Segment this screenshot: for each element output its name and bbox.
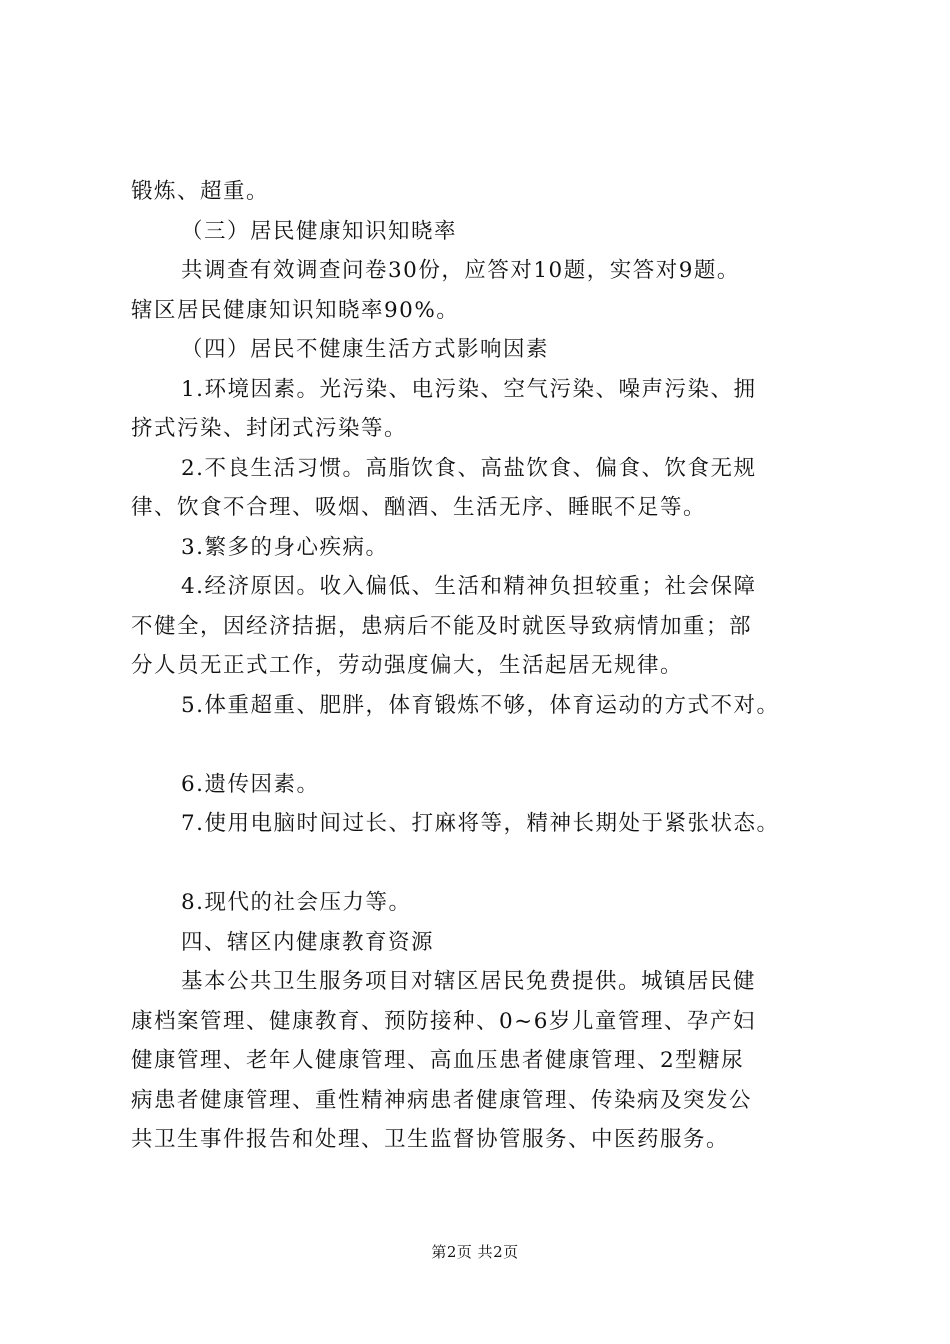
list-item: 3.繁多的身心疾病。 xyxy=(181,534,389,560)
page-number-footer: 第2页 共2页 xyxy=(431,1243,519,1261)
paragraph-line: 共卫生事件报告和处理、卫生监督协管服务、中医药服务。 xyxy=(131,1127,730,1152)
paragraph-line: 基本公共卫生服务项目对辖区居民免费提供。城镇居民健 xyxy=(181,969,757,994)
paragraph-line: 病患者健康管理、重性精神病患者健康管理、传染病及突发公 xyxy=(131,1087,753,1113)
blank-line xyxy=(131,844,843,884)
list-item: 8.现代的社会压力等。 xyxy=(181,890,412,915)
list-item-continuation: 分人员无正式工作，劳动强度偏大，生活起居无规律。 xyxy=(131,653,684,678)
list-item: 4.经济原因。收入偏低、生活和精神负担较重；社会保障 xyxy=(181,574,757,599)
list-item-continuation: 律、饮食不合理、吸烟、酗酒、生活无序、睡眠不足等。 xyxy=(131,495,707,520)
paragraph-line: 健康管理、老年人健康管理、高血压患者健康管理、2型糖尿 xyxy=(131,1048,745,1073)
paragraph-line: 辖区居民健康知识知晓率90%。 xyxy=(131,297,460,323)
document-body xyxy=(131,172,843,1160)
list-item-continuation: 挤式污染、封闭式污染等。 xyxy=(131,416,408,441)
list-item: 6.遗传因素。 xyxy=(181,771,320,797)
paragraph-line: 共调查有效调查问卷30份，应答对10题，实答对9题。 xyxy=(181,258,740,283)
paragraph-line: 锻炼、超重。 xyxy=(131,179,270,204)
list-item: 7.使用电脑时间过长、打麻将等，精神长期处于紧张状态。 xyxy=(181,811,780,836)
list-item-continuation: 不健全，因经济拮据，患病后不能及时就医导致病情加重；部 xyxy=(131,613,753,639)
section-heading: （三）居民健康知识知晓率 xyxy=(181,218,458,244)
section-heading: 四、辖区内健康教育资源 xyxy=(181,929,435,955)
blank-line xyxy=(131,725,843,765)
list-item: 5.体重超重、肥胖，体育锻炼不够，体育运动的方式不对。 xyxy=(181,692,780,718)
paragraph-line: 康档案管理、健康教育、预防接种、0~6岁儿童管理、孕产妇 xyxy=(131,1008,756,1034)
list-item: 1.环境因素。光污染、电污染、空气污染、噪声污染、拥 xyxy=(181,376,757,402)
section-heading: （四）居民不健康生活方式影响因素 xyxy=(181,337,550,362)
list-item: 2.不良生活习惯。高脂饮食、高盐饮食、偏食、饮食无规 xyxy=(181,455,757,481)
